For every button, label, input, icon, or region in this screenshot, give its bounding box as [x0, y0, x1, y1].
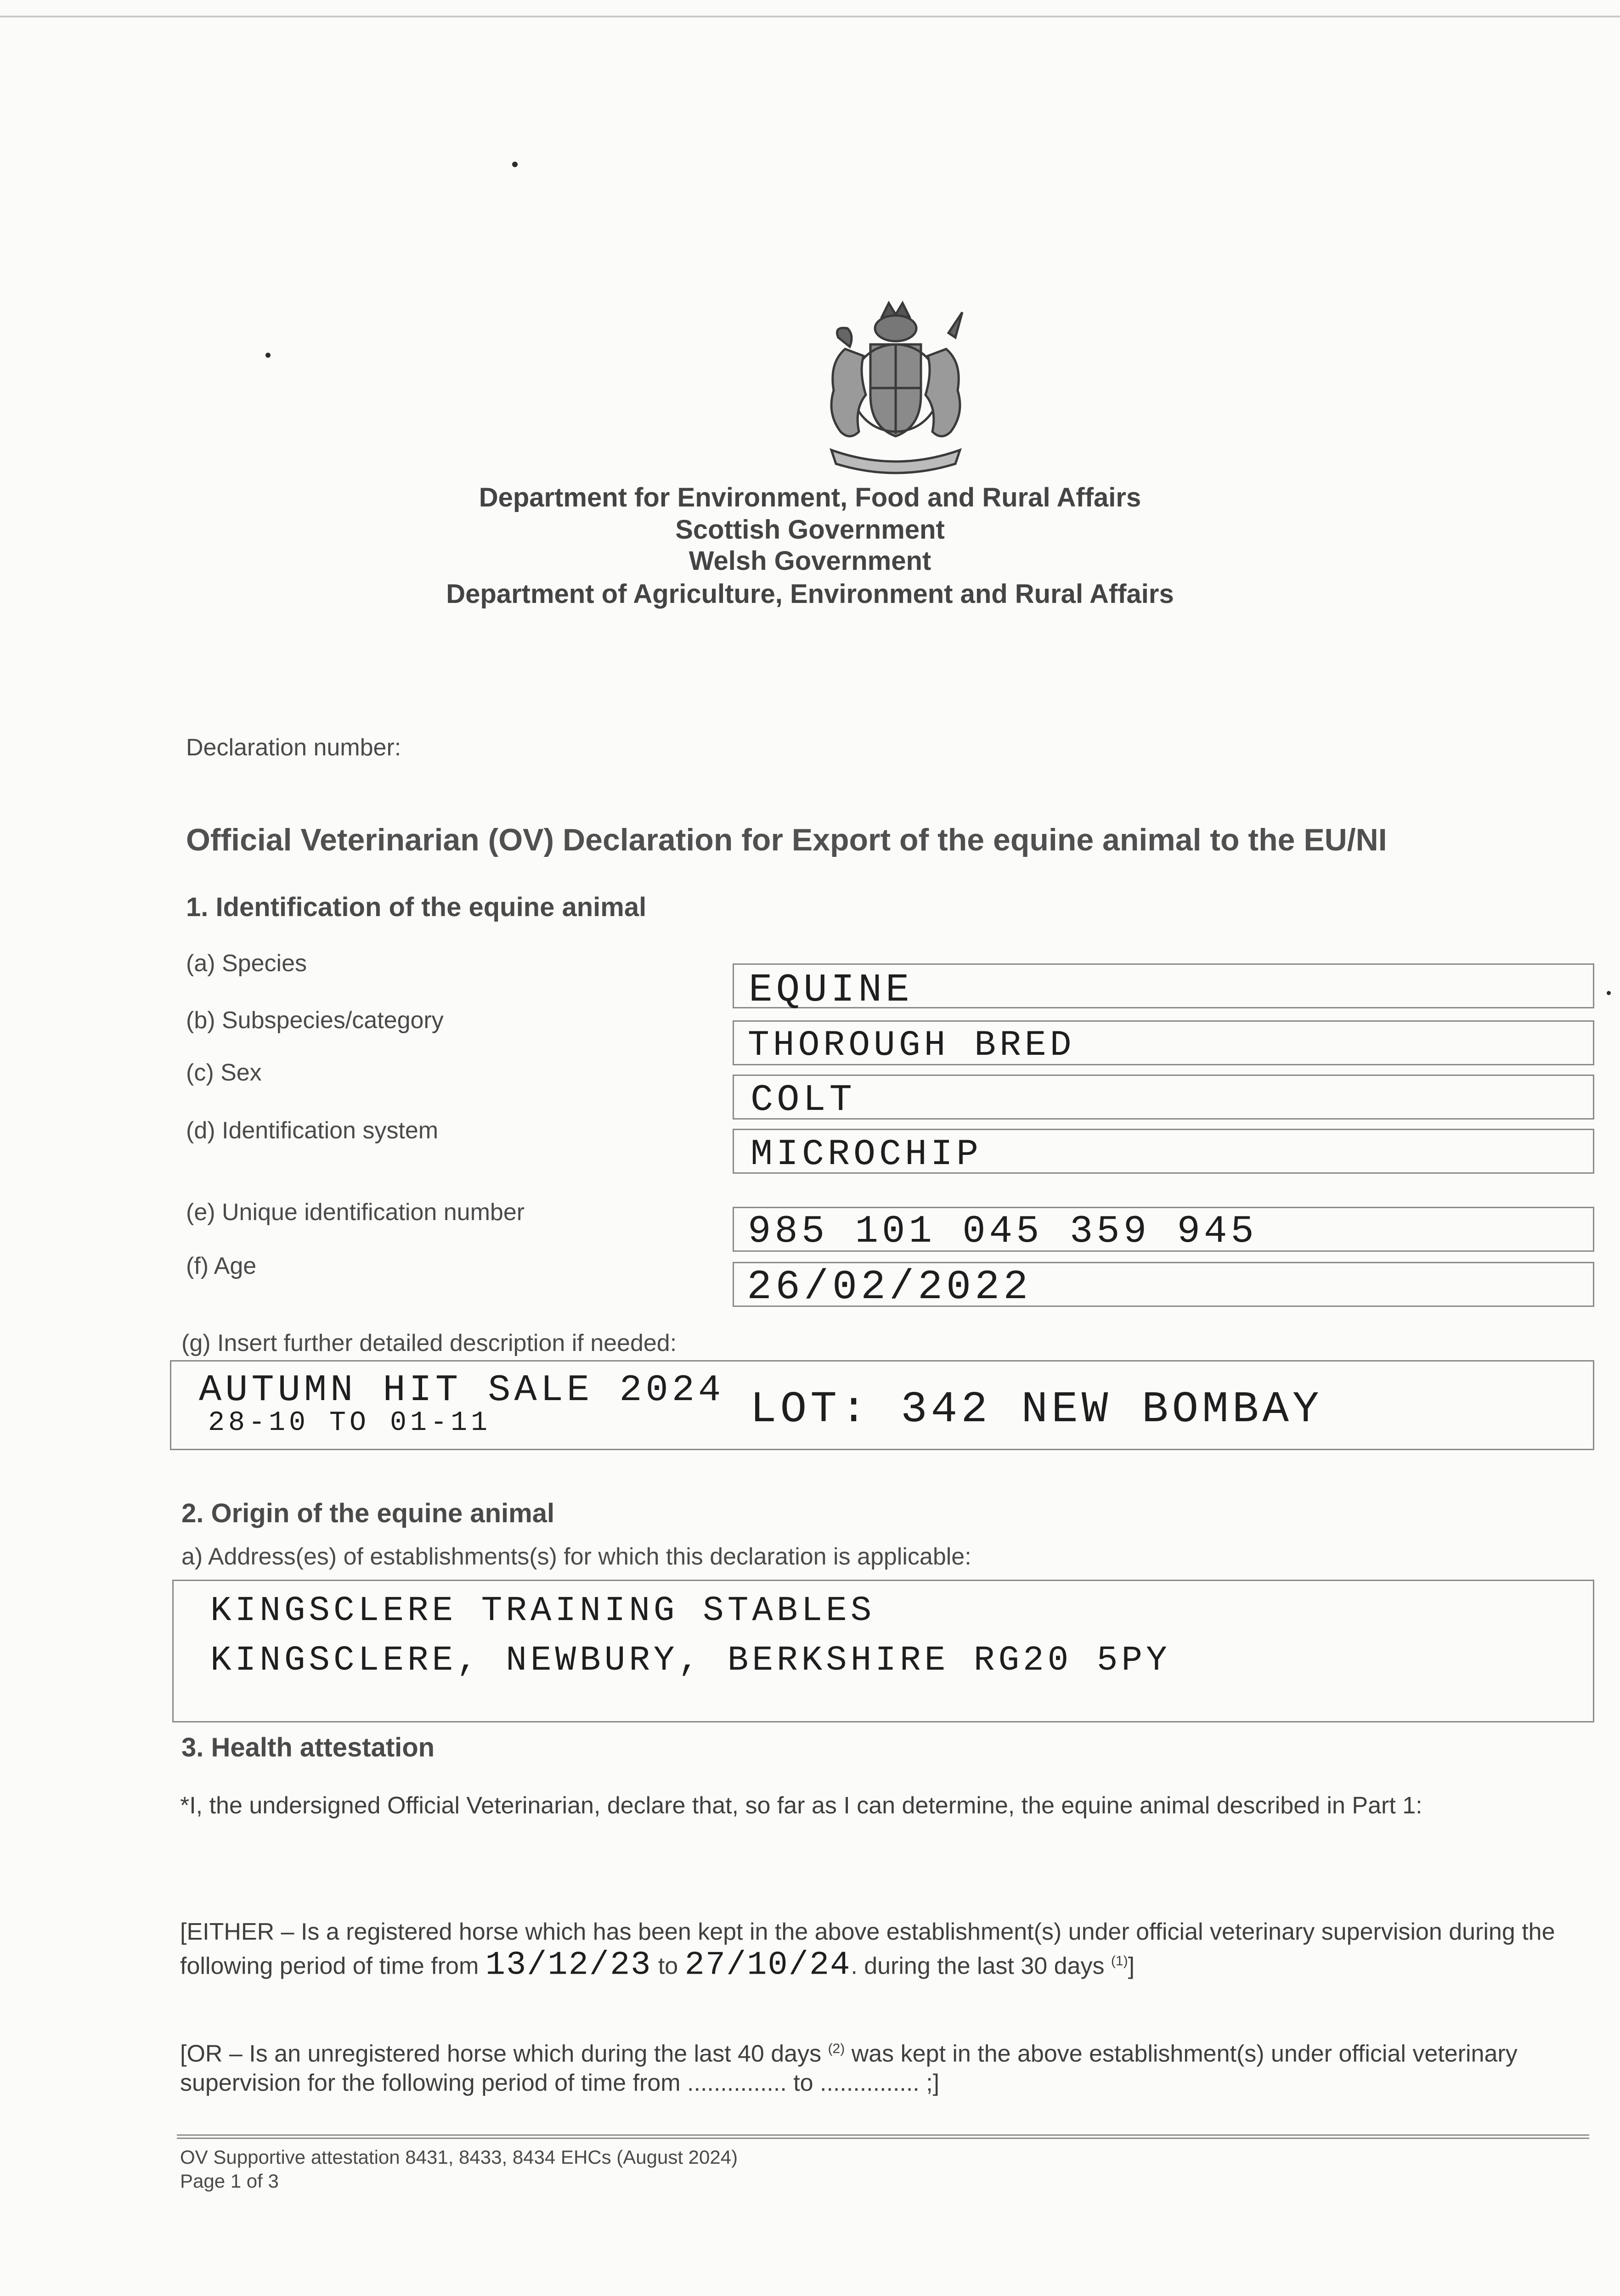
sex-label: (c) Sex — [186, 1059, 262, 1086]
footer-rule — [177, 2134, 1589, 2139]
subspecies-value: THOROUGH BRED — [748, 1025, 1075, 1066]
sex-field — [733, 1075, 1594, 1120]
either-to-date: 27/10/24 — [684, 1946, 851, 1984]
establishment-address-box — [172, 1580, 1594, 1722]
further-description-label: (g) Insert further detailed description if needed: — [181, 1330, 677, 1356]
either-clause-end: ] — [1128, 1953, 1135, 1980]
department-line: Welsh Government — [689, 546, 931, 576]
identification-system-value: MICROCHIP — [751, 1134, 982, 1176]
species-label: (a) Species — [186, 950, 307, 977]
either-clause-tail: . during the last 30 days — [851, 1953, 1105, 1980]
unique-id-value: 985 101 045 359 945 — [748, 1210, 1258, 1254]
section-2-heading: 2. Origin of the equine animal — [181, 1498, 555, 1528]
section-3-heading: 3. Health attestation — [181, 1733, 435, 1762]
health-attestation-intro: *I, the undersigned Official Veterinarian, declare that, so far as I can determine, the equine animal described in Part 1: — [180, 1792, 1422, 1819]
species-value: EQUINE — [749, 968, 913, 1013]
identification-system-field — [733, 1129, 1594, 1174]
address-line-1: KINGSCLERE TRAINING STABLES — [210, 1591, 875, 1631]
footnote-ref-1: (1) — [1111, 1953, 1128, 1969]
page-number: Page 1 of 3 — [180, 2170, 279, 2192]
subspecies-field — [733, 1020, 1594, 1065]
further-description-line1: AUTUMN HIT SALE 2024 — [199, 1369, 725, 1412]
scan-edge-line — [0, 16, 1620, 17]
establishment-address-label: a) Address(es) of establishments(s) for which this declaration is applicable: — [181, 1543, 971, 1570]
form-title: Official Veterinarian (OV) Declaration for Export of the equine animal to the EU/NI — [186, 822, 1387, 857]
department-line: Department of Agriculture, Environment and Rural Affairs — [446, 579, 1174, 609]
or-clause — [180, 2034, 1595, 2098]
section-1-heading: 1. Identification of the equine animal — [186, 892, 647, 922]
identification-system-label: (d) Identification system — [186, 1117, 439, 1144]
footnote-ref-2: (2) — [828, 2041, 845, 2056]
either-clause-text: [EITHER – Is a registered horse which has been kept in the above establishment(s) under official veterinary supervision during the following period of time from — [180, 1919, 1555, 1980]
age-value: 26/02/2022 — [747, 1264, 1032, 1311]
sex-value: COLT — [751, 1079, 856, 1121]
species-field — [733, 963, 1594, 1013]
scan-speck — [512, 162, 518, 167]
scan-speck — [265, 353, 271, 358]
either-clause — [180, 1917, 1595, 1984]
lot-description: LOT: 342 NEW BOMBAY — [750, 1384, 1323, 1435]
or-clause-tail: was kept in the above establishment(s) under official veterinary supervision for the following period of time from ............... to ............... ;] — [180, 2040, 1518, 2097]
department-line: Department for Environment, Food and Rural Affairs — [479, 483, 1141, 512]
further-description-box — [170, 1360, 1594, 1450]
unique-id-label: (e) Unique identification number — [186, 1199, 525, 1226]
address-line-2: KINGSCLERE, NEWBURY, BERKSHIRE RG20 5PY — [210, 1641, 1171, 1680]
subspecies-label: (b) Subspecies/category — [186, 1007, 444, 1034]
age-label: (f) Age — [186, 1253, 257, 1279]
or-clause-text: [OR – Is an unregistered horse which during the last 40 days — [180, 2040, 822, 2067]
department-line: Scottish Government — [675, 515, 945, 545]
declaration-number-label: Declaration number: — [186, 734, 401, 761]
footer-attestation-reference: OV Supportive attestation 8431, 8433, 8434 EHCs (August 2024) — [180, 2146, 738, 2168]
further-description-line2: 28-10 TO 01-11 — [208, 1407, 491, 1439]
unique-id-field — [733, 1207, 1594, 1252]
either-to-word: to — [658, 1953, 678, 1980]
royal-coat-of-arms-emblem — [790, 294, 1001, 487]
age-field — [733, 1262, 1594, 1311]
scan-speck — [1607, 991, 1611, 995]
either-from-date: 13/12/23 — [485, 1946, 652, 1984]
